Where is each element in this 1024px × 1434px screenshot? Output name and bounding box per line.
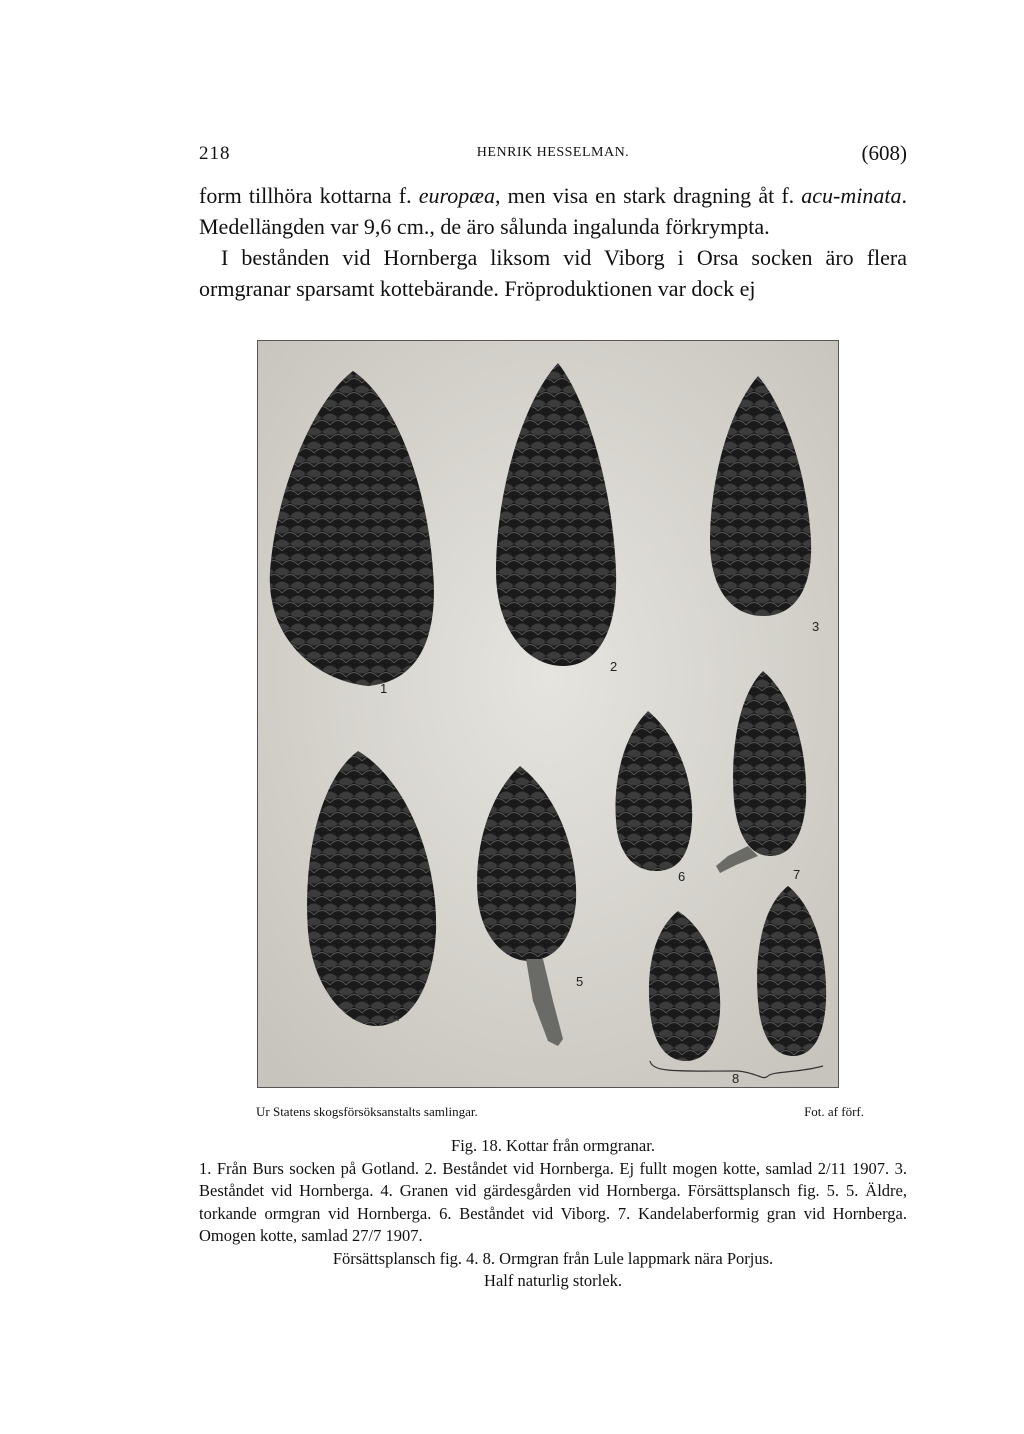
label-4: 4 [393, 1009, 401, 1024]
source-credit: Ur Statens skogsförsöksanstalts samlingar. [256, 1104, 478, 1119]
running-header [199, 141, 907, 171]
p1-italic-acuminata: acu-minata [801, 183, 902, 208]
figure-caption [199, 1135, 907, 1293]
label-1: 1 [380, 681, 388, 696]
label-3: 3 [812, 619, 820, 634]
paragraph-2: I bestånden vid Hornberga liksom vid Viborg i Orsa socken äro flera ormgranar sparsamt kottebärande. Fröproduktionen var dock ej [199, 245, 907, 301]
figure-description: 1. Från Burs socken på Gotland. 2. Beståndet vid Hornberga. Ej fullt mogen kotte, samlad 2/11 1907. 3. Beståndet vid Hornberga. 4. Granen vid gärdesgården vid Hornberga. Försättsplansch fig. 5. 5. Äldre, torkande ormgran vid Hornberga. 6. Beståndet vid Viborg. 7. Kandelaberformig gran vid Hornberga. Omogen kotte, samlad 27/7 1907. [199, 1158, 907, 1245]
page-number: 218 [199, 143, 231, 164]
figure-scale-note: Half naturlig storlek. [484, 1271, 622, 1290]
p1-text-a: form tillhöra kottarna f. [199, 183, 419, 208]
p1-text-e: . Medellängden var 9,6 cm., de äro sålunda ingalunda förkrympta. [199, 183, 907, 239]
label-8: 8 [732, 1071, 740, 1086]
running-head-author: HENRIK HESSELMAN. [476, 145, 630, 160]
photo-plate [257, 340, 839, 1088]
p1-text-c: , men visa en stark dragning åt f. [494, 183, 802, 208]
photo-credit: Fot. af förf. [804, 1104, 864, 1119]
label-6: 6 [678, 869, 686, 884]
paragraph-1 [199, 180, 907, 242]
cone-photograph [258, 341, 838, 1087]
body-text [199, 180, 907, 304]
p1-italic-europaea: europæa [418, 183, 495, 208]
figure-title: Fig. 18. Kottar från ormgranar. [451, 1136, 655, 1155]
label-5: 5 [576, 974, 584, 989]
figure-description-tail: Försättsplansch fig. 4. 8. Ormgran från Lule lappmark nära Porjus. [332, 1248, 774, 1268]
label-2: 2 [610, 659, 618, 674]
plate-credits [256, 1104, 864, 1124]
label-7: 7 [793, 867, 801, 882]
section-number: (608) [861, 141, 907, 165]
